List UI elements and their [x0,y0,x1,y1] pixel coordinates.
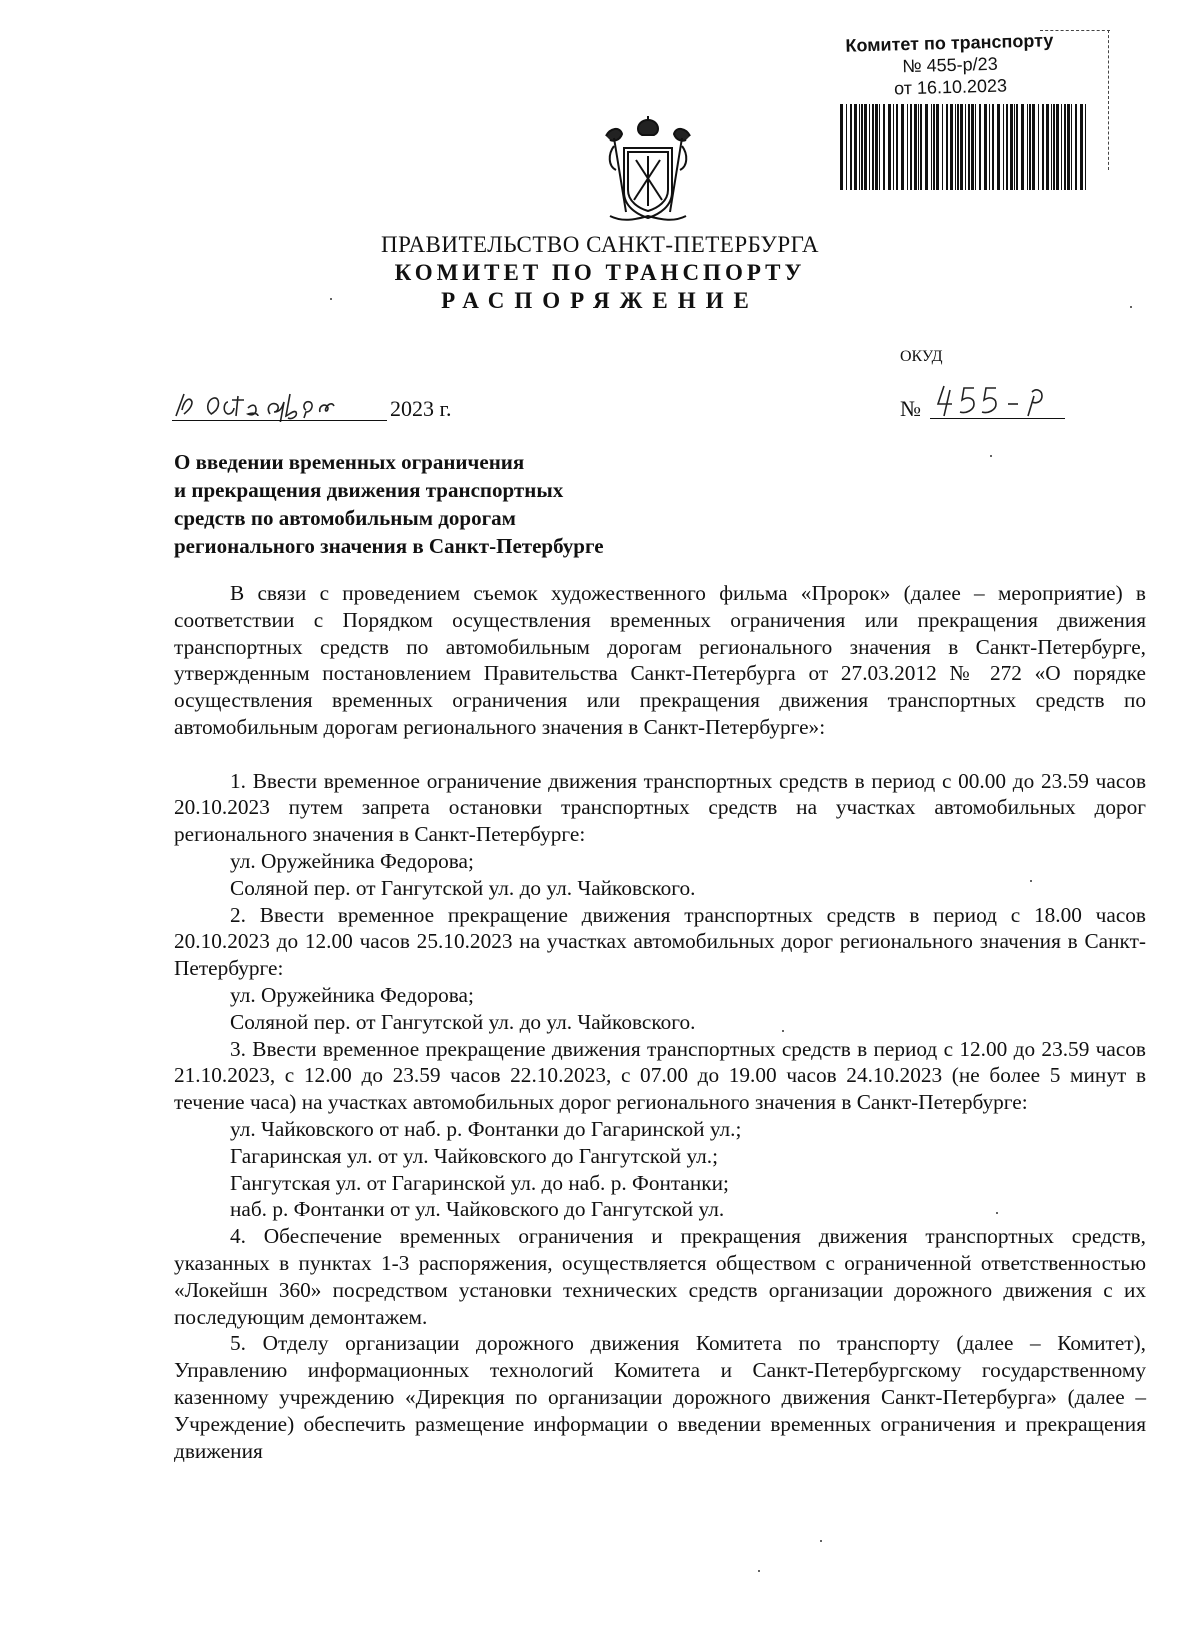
document-body [174,580,1146,1464]
barcode-bar [965,104,966,190]
barcode-bar [950,104,953,190]
subject-line: регионального значения в Санкт-Петербурге [174,534,604,558]
barcode-bar [893,104,894,190]
barcode-bar [875,104,878,190]
barcode-bar [1014,104,1015,190]
barcode-bar [925,104,928,190]
barcode-bar [869,104,870,190]
clause-5: 5. Отделу организации дорожного движения Комитета по транспорту (далее – Комитет), Управлению информационных технологий Комитета и Санкт-Петербургскому государственному казенному учреждению «Дирекция по организации дорожного движения Санкт-Петербурга» (далее – Учреждение) обеспечить размещение информации о введении временных ограничения и прекращения движения [174,1331,1146,1463]
barcode-bar [955,104,956,190]
barcode-bar [859,104,860,190]
stamp-number: № 455-р/23 [902,53,998,77]
barcode-bar [1061,104,1062,190]
clause-1-street: Соляной пер. от Гангутской ул. до ул. Чайковского. [230,875,696,900]
barcode-bar [840,104,843,190]
barcode-bar [918,104,919,190]
barcode-bar [1080,104,1083,190]
barcode-bar [971,104,974,190]
barcode-bar [946,104,948,190]
barcode-bar [942,104,943,190]
barcode-bar [1067,104,1070,190]
barcode-bar [992,104,994,190]
barcode-bar [936,104,939,190]
barcode-bar [1075,104,1077,190]
barcode-bar [933,104,935,190]
barcode-bar [1046,104,1049,190]
barcode-bar [960,104,963,190]
registration-stamp [789,28,1111,102]
barcode-bar [854,104,857,190]
barcode-bar [1071,104,1072,190]
barcode-bar [850,104,852,190]
clause-3: 3. Ввести временное прекращение движения транспортных средств в период с 12.00 до 23.59 часов 21.10.2023, с 12.00 до 23.59 часов 22.10.2023, с 07.00 до 19.00 часов 24.10.2023 (не более 5 минут в течение часа) на участках автомобильных дорог регионального значения в Санкт-Петербурге: [174,1036,1146,1115]
clause-1-street: ул. Оружейника Федорова; [230,848,474,873]
clause-3-street: ул. Чайковского от наб. р. Фонтанки до Гагаринской ул.; [230,1116,742,1141]
preamble-paragraph: В связи с проведением съемок художественного фильма «Пророк» (далее – мероприятие) в соответствии с Порядком осуществления временных ограничения или прекращения движения транспортных средств по автомобильным дорогам регионального значения в Санкт-Петербурге, утвержденным постановлением Правительства Санкт-Петербурга от 27.03.2012 № 272 «О порядке осуществления временных ограничения или прекращения движения транспортных средств по автомобильным дорогам регионального значения в Санкт-Петербурге»: [174,581,1146,739]
barcode-bar [1016,104,1018,190]
barcode-bar [846,104,847,190]
clause-3-street: Гангутская ул. от Гагаринской ул. до наб. р. Фонтанки; [230,1170,729,1195]
clause-3-street: наб. р. Фонтанки от ул. Чайковского до Гангутской ул. [230,1197,725,1222]
barcode-bar [1038,104,1039,190]
barcode-bar [896,104,898,190]
barcode-bar [883,104,885,190]
barcode-bar [888,104,891,190]
barcode-bar [1003,104,1004,190]
barcode-bar [1027,104,1028,190]
barcode-bar [931,104,932,190]
barcode [838,104,1090,190]
barcode-bar [989,104,990,190]
scan-speck [820,1540,822,1542]
barcode-bar [901,104,904,190]
scan-speck [782,1030,784,1032]
clause-2: 2. Ввести временное прекращение движения транспортных средств в период с 18.00 часов 20.10.2023 до 12.00 часов 25.10.2023 на участках автомобильных дорог регионального значения в Санкт-Петербурге: [174,902,1146,981]
scan-speck [996,1212,998,1214]
barcode-bar [1051,104,1052,190]
barcode-bar [907,104,908,190]
scan-speck [330,298,332,300]
date-underline [172,420,387,421]
barcode-bar [864,104,867,190]
barcode-bar [1053,104,1055,190]
barcode-bar [997,104,1000,190]
date-year: 2023 г. [390,396,452,421]
barcode-bar [1010,104,1013,190]
paragraph-gap [174,741,1146,768]
scan-speck [1030,880,1032,882]
barcode-bar [1021,104,1024,190]
barcode-bar [984,104,987,190]
barcode-bar [1064,104,1066,190]
document-subject [174,448,694,560]
barcode-bar [920,104,922,190]
committee-title: КОМИТЕТ ПО ТРАНСПОРТУ [394,260,806,285]
barcode-bar [1085,104,1086,190]
subject-line: О введении временных ограничения [174,450,525,474]
barcode-bar [879,104,880,190]
clause-1: 1. Ввести временное ограничение движения транспортных средств в период с 00.00 до 23.59 часов 20.10.2023 путем запрета остановки транспортных средств на участках автомобильных дорог регионального значения в Санкт-Петербурге: [174,768,1146,847]
handwritten-number-signature [930,382,1060,418]
barcode-bar [914,104,917,190]
scan-speck [990,455,992,457]
barcode-bar [1056,104,1059,190]
clause-4: 4. Обеспечение временных ограничения и прекращения движения транспортных средств, указанных в пунктах 1-3 распоряжения, осуществляется обществом с ограниченной ответственностью «Локейшн 360» посредством установки технических средств организации дорожного движения с их последующим демонтажем. [174,1224,1146,1329]
stamp-committee: Комитет по транспорту [845,30,1054,56]
handwritten-date-signature [172,388,387,422]
document-date [172,388,532,424]
barcode-bar [861,104,863,190]
barcode-bar [910,104,912,190]
barcode-bar [979,104,981,190]
stamp-date: от 16.10.2023 [893,75,1008,99]
barcode-bar [872,104,874,190]
number-sign: № [900,396,921,421]
coat-of-arms-icon [600,116,696,224]
barcode-bar [975,104,976,190]
barcode-bar [1029,104,1031,190]
subject-line: и прекращения движения транспортных [174,478,564,502]
barcode-bar [1032,104,1035,190]
barcode-bar [1042,104,1044,190]
barcode-bar [957,104,959,190]
barcode-bar [968,104,970,190]
number-underline [930,418,1065,419]
barcode-bar [1006,104,1008,190]
clause-3-street: Гагаринская ул. от ул. Чайковского до Гангутской ул.; [230,1143,719,1168]
clause-2-street: ул. Оружейника Федорова; [230,982,474,1007]
clause-2-street: Соляной пер. от Гангутской ул. до ул. Чайковского. [230,1009,696,1034]
document-number [900,382,1070,422]
document-type: РАСПОРЯЖЕНИЕ [441,288,759,313]
scan-speck [1130,306,1132,308]
subject-line: средств по автомобильным дорогам [174,506,516,530]
scan-speck [758,1570,760,1572]
okud-label: ОКУД [900,348,943,365]
government-title: ПРАВИТЕЛЬСТВО САНКТ-ПЕТЕРБУРГА [380,232,820,257]
